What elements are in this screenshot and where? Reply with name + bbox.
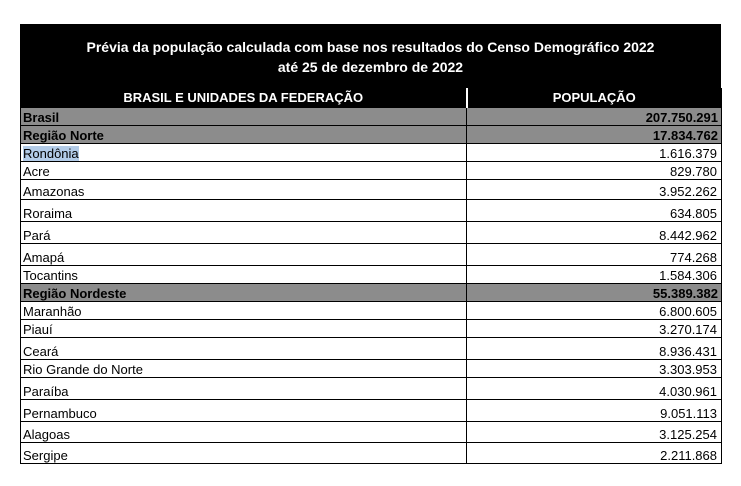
table-row bbox=[21, 200, 722, 222]
cell-name[interactable] bbox=[21, 400, 467, 422]
cell-name[interactable] bbox=[21, 320, 467, 338]
cell-population[interactable]: 8.442.962 bbox=[467, 222, 722, 244]
cell-name[interactable] bbox=[21, 338, 467, 360]
cell-name[interactable] bbox=[21, 443, 467, 464]
cell-name-text: Paraíba bbox=[23, 384, 69, 399]
cell-name-text: Região Norte bbox=[23, 128, 104, 143]
cell-population[interactable]: 4.030.961 bbox=[467, 378, 722, 400]
table-row bbox=[21, 320, 722, 338]
cell-population[interactable]: 3.125.254 bbox=[467, 422, 722, 443]
table-row bbox=[21, 180, 722, 200]
cell-population[interactable]: 17.834.762 bbox=[467, 126, 722, 144]
cell-name[interactable] bbox=[21, 162, 467, 180]
cell-name[interactable] bbox=[21, 378, 467, 400]
cell-population[interactable]: 774.268 bbox=[467, 244, 722, 266]
cell-name[interactable] bbox=[21, 266, 467, 284]
group-row bbox=[21, 284, 722, 302]
cell-name[interactable] bbox=[21, 302, 467, 320]
header-row bbox=[21, 89, 722, 108]
cell-name-text: Rondônia bbox=[23, 146, 79, 161]
cell-population[interactable]: 2.211.868 bbox=[467, 443, 722, 464]
population-sheet bbox=[20, 24, 721, 464]
table-row bbox=[21, 266, 722, 284]
cell-name-text: Alagoas bbox=[23, 427, 70, 442]
cell-name-text: Ceará bbox=[23, 344, 59, 359]
cell-name-text: Pernambuco bbox=[23, 406, 97, 421]
cell-name[interactable] bbox=[21, 244, 467, 266]
cell-population[interactable]: 6.800.605 bbox=[467, 302, 722, 320]
cell-name[interactable] bbox=[21, 108, 467, 126]
cell-name[interactable] bbox=[21, 180, 467, 200]
cell-name-text: Amazonas bbox=[23, 184, 85, 199]
table-row bbox=[21, 422, 722, 443]
table-row bbox=[21, 443, 722, 464]
group-row bbox=[21, 108, 722, 126]
cell-population[interactable]: 1.616.379 bbox=[467, 144, 722, 162]
cell-name-text: Amapá bbox=[23, 250, 65, 265]
cell-population[interactable]: 3.270.174 bbox=[467, 320, 722, 338]
cell-name-text: Piauí bbox=[23, 322, 53, 337]
cell-name-text: Brasil bbox=[23, 110, 60, 125]
cell-name-text: Maranhão bbox=[23, 304, 82, 319]
table-row bbox=[21, 338, 722, 360]
table-row bbox=[21, 378, 722, 400]
column-header-name: BRASIL E UNIDADES DA FEDERAÇÃO bbox=[21, 89, 467, 108]
cell-population[interactable]: 634.805 bbox=[467, 200, 722, 222]
cell-name[interactable] bbox=[21, 422, 467, 443]
cell-name-text: Tocantins bbox=[23, 268, 78, 283]
cell-population[interactable]: 207.750.291 bbox=[467, 108, 722, 126]
cell-population[interactable]: 829.780 bbox=[467, 162, 722, 180]
group-row bbox=[21, 126, 722, 144]
cell-population[interactable]: 3.952.262 bbox=[467, 180, 722, 200]
table-row bbox=[21, 360, 722, 378]
column-header-population: POPULAÇÃO bbox=[467, 89, 722, 108]
table-row bbox=[21, 400, 722, 422]
cell-name-text: Pará bbox=[23, 228, 51, 243]
table-row bbox=[21, 162, 722, 180]
cell-name[interactable] bbox=[21, 126, 467, 144]
table-row bbox=[21, 244, 722, 266]
table-title bbox=[20, 24, 721, 88]
cell-name[interactable] bbox=[21, 222, 467, 244]
cell-population[interactable]: 8.936.431 bbox=[467, 338, 722, 360]
title-line-2: até 25 de dezembro de 2022 bbox=[277, 59, 464, 75]
table-row bbox=[21, 222, 722, 244]
cell-name-text: Sergipe bbox=[23, 448, 68, 463]
cell-population[interactable]: 3.303.953 bbox=[467, 360, 722, 378]
cell-population[interactable]: 1.584.306 bbox=[467, 266, 722, 284]
cell-name[interactable] bbox=[21, 360, 467, 378]
cell-name-text: Acre bbox=[23, 164, 50, 179]
cell-name-text: Rio Grande do Norte bbox=[23, 362, 143, 377]
cell-name-text: Roraima bbox=[23, 206, 73, 221]
table-row bbox=[21, 302, 722, 320]
cell-name[interactable] bbox=[21, 284, 467, 302]
cell-name[interactable] bbox=[21, 200, 467, 222]
cell-population[interactable]: 9.051.113 bbox=[467, 400, 722, 422]
title-line-1: Prévia da população calculada com base nos resultados do Censo Demográfico 2022 bbox=[86, 39, 655, 55]
population-table bbox=[20, 88, 722, 464]
table-body bbox=[21, 108, 722, 464]
table-row bbox=[21, 144, 722, 162]
cell-name[interactable] bbox=[21, 144, 467, 162]
cell-name-text: Região Nordeste bbox=[23, 286, 127, 301]
cell-population[interactable]: 55.389.382 bbox=[467, 284, 722, 302]
